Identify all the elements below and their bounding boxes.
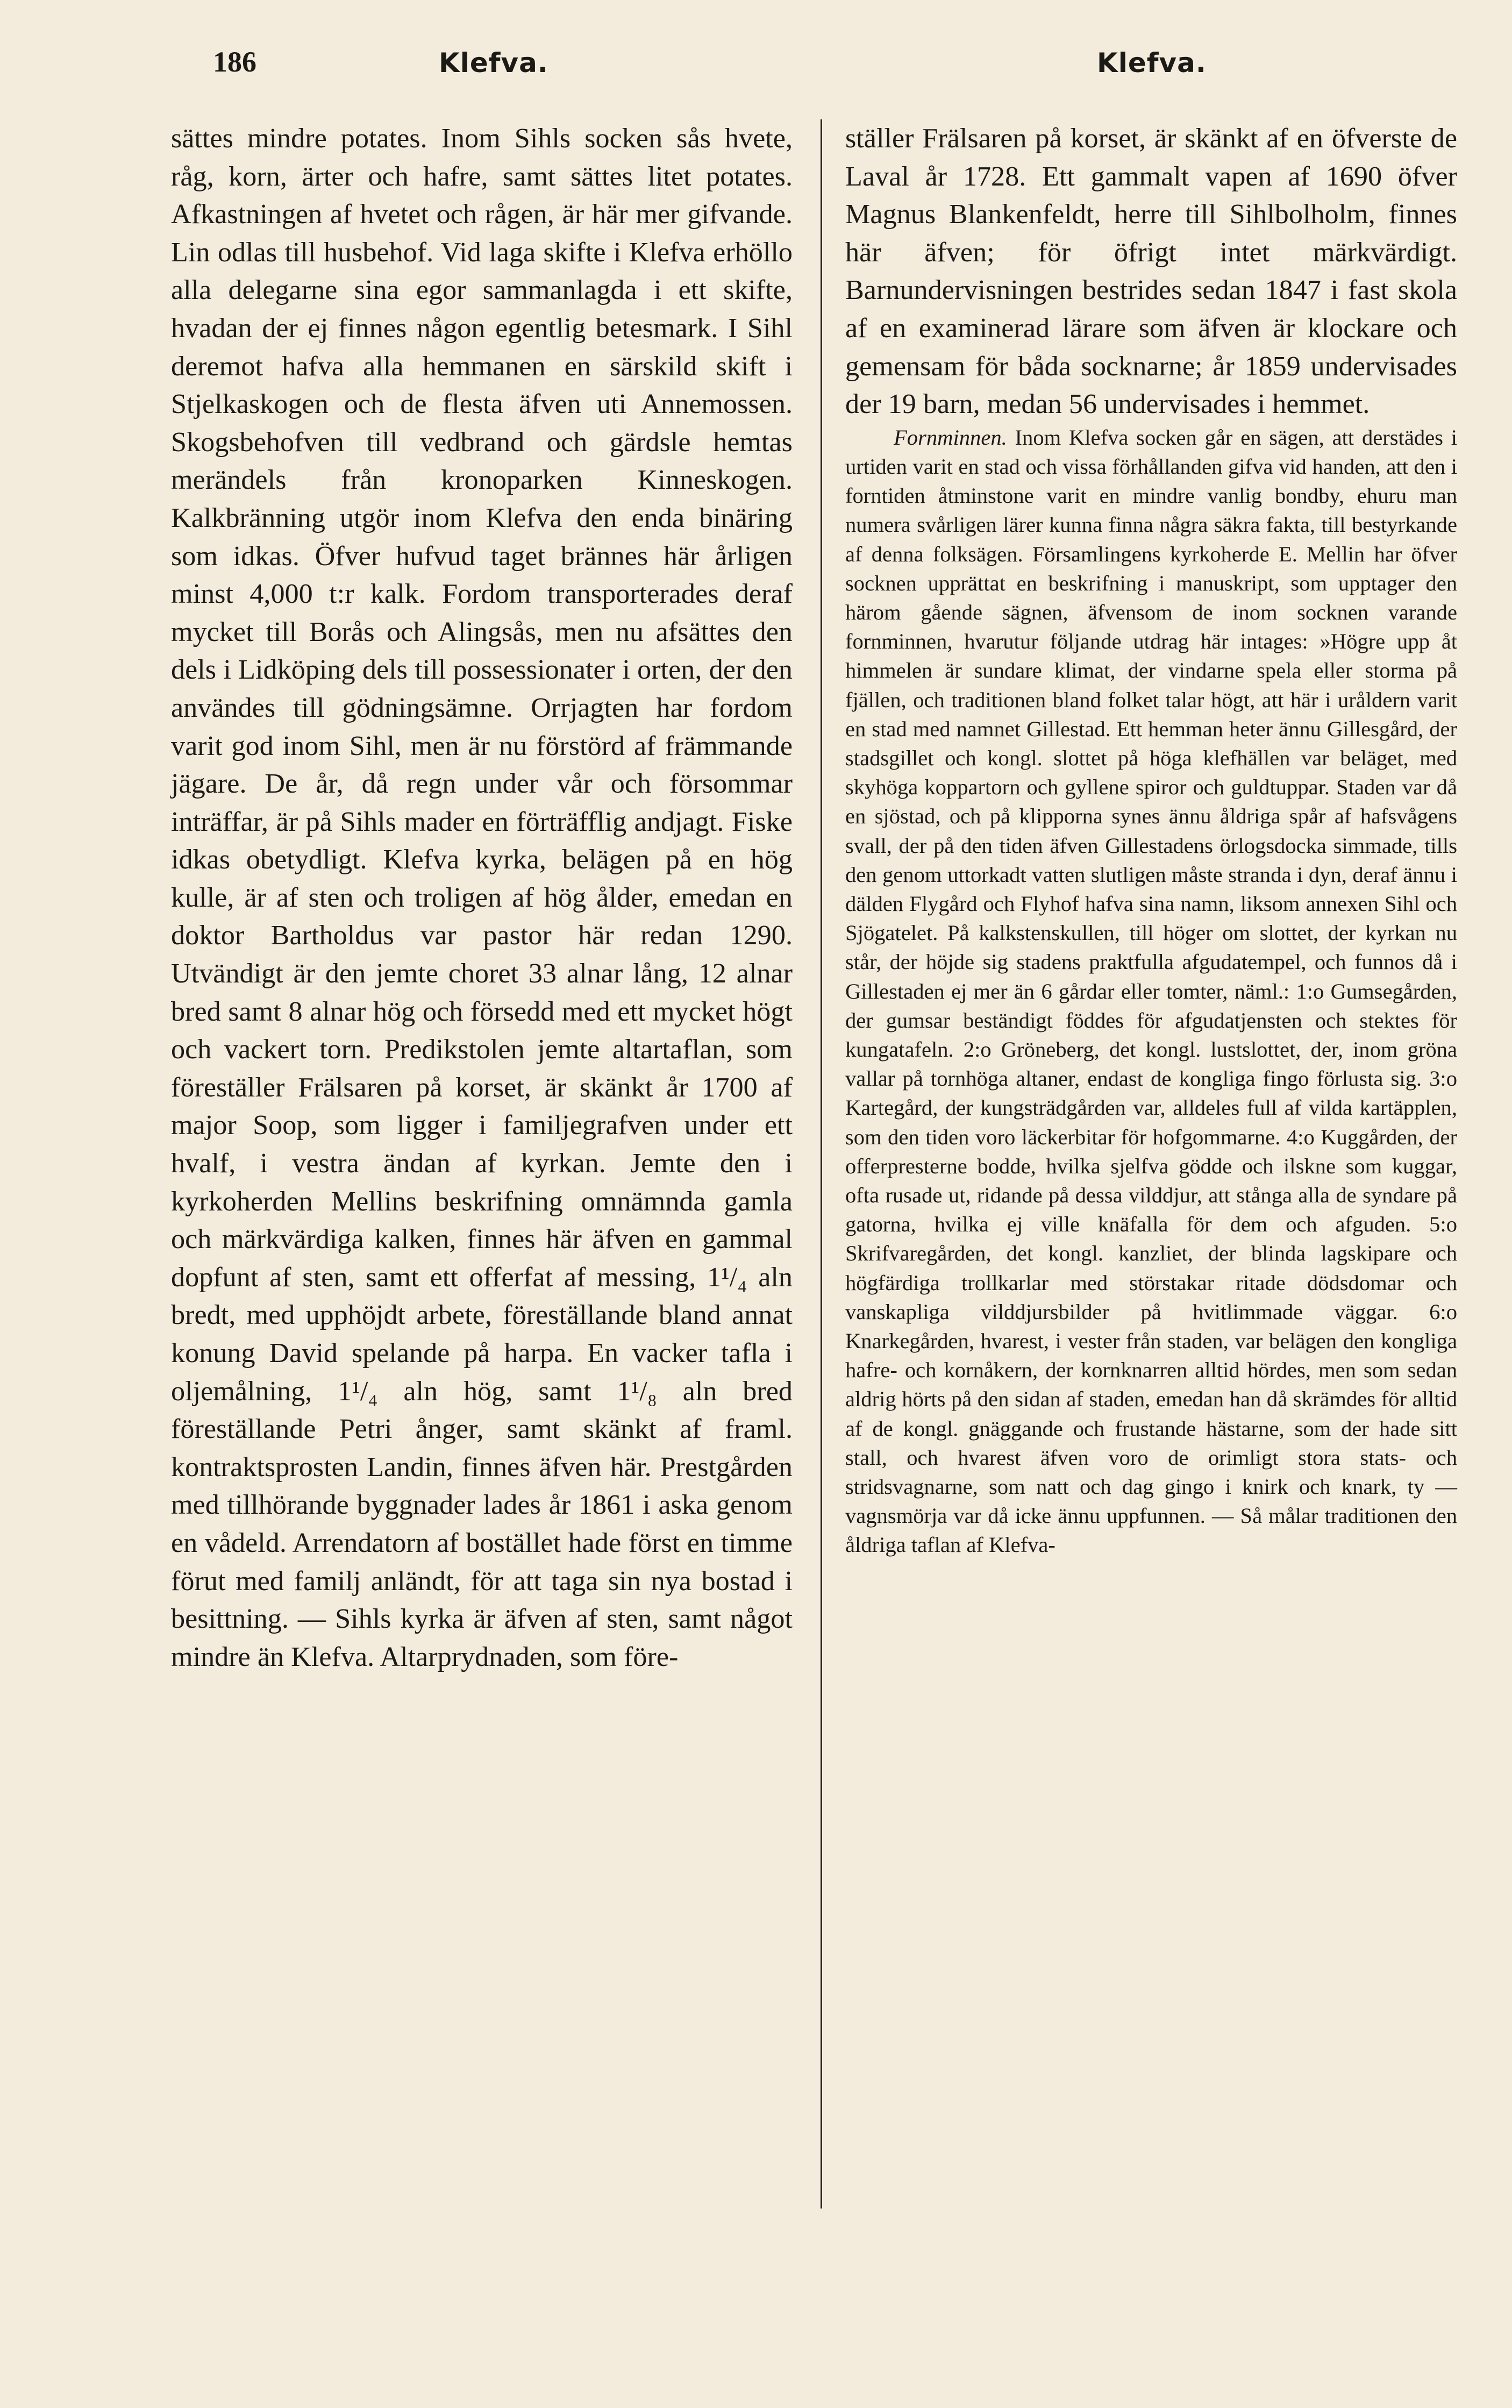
fornminnen-heading: Fornminnen. bbox=[894, 425, 1007, 450]
fornminnen-text: Inom Klefva socken går en sägen, att derstädes i urtiden varit en stad och vissa förhållanden gifva vid handen, att den i forntiden åtminstone varit en mindre vanlig bondby, ehuru man numera svårligen lärer kunna finna några säkra fakta, till bestyrkande af denna folksägen. Församlingens kyrkoherde E. Mellin har öfver socknen upprättat en beskrifning i manuskript, som upptager den härom gående sägnen, äfvensom de inom socknen varande fornminnen, hvarutur följande utdrag här intages: »Högre upp åt himmelen är sundare klimat, der vindarne spela eller storma på fjällen, och traditionen bland folket talar högt, att här i uråldern varit en stad med namnet Gillestad. Ett hemman heter ännu Gillesgård, der stadsgillet och kongl. slottet på höga klefhällen var beläget, med skyhöga koppartorn och gyllene spiror och guldtuppar. Staden var då en sjöstad, och på klipporna synes ännu åldriga spår af hafsvågens svall, der på den tiden äfven Gillestadens örlogsdocka simmade, tills den genom uttorkadt vatten slutligen måste stranda i dyn, deraf ännu i dälden Flygård och Flyhof hafva sina namn, liksom annexen Sihl och Sjögatelet. På kalkstenskullen, till höger om slottet, der kyrkan nu står, der höjde sig stadens praktfulla afgudatempel, och funnos då i Gillestaden ej mer än 6 gårdar eller tomter, näml.: 1:o Gumsegården, der gumsar beständigt föddes för afgudatjensten och stektes för kungatafeln. 2:o Gröneberg, det kongl. lustslottet, der, inom gröna vallar på tornhöga altaner, endast de kongliga fingo förlusta sig. 3:o Kartegård, der kungsträdgården var, alldeles full af vilda kartäpplen, som den tiden voro läckerbitar för hofgommarne. 4:o Kuggården, der offerpresterne bodde, hvilka sjelfva gödde och ilskne som kuggar, ofta rusade ut, ridande på dessa vilddjur, att stånga alla de syndare på gatorna, hvilka ej ville knäfalla för dem och afguden. 5:o Skrifvaregården, det kongl. kanzliet, der blinda lagskipare och högfärdiga trollkarlar med störstakar ritade dödsdomar och vanskapliga vilddjursbilder på hvitlimmade väggar. 6:o Knarkegården, hvarest, i vester från staden, var belägen den kongliga hafre- och kornåkern, der kornknarren alltid hördes, men som sedan aldrig hörts på den sidan af staden, emedan han då skrämdes för alltid af de kongl. gnäggande och frustande hästarne, som der hade sitt stall, och hvarest äfven voro de orimligt stora stats- och stridsvagnarne, som natt och dag gingo i knirk och knark, ty — vagnsmörja var då icke ännu uppfunnen. — Så målar traditionen den åldriga taflan af Klefva- bbox=[845, 425, 1457, 1557]
left-column bbox=[171, 119, 793, 1676]
right-column-body-text: ställer Frälsaren på korset, är skänkt af en öfverste de Laval år 1728. Ett gammalt vapen af 1690 öfver Magnus Blankenfeldt, herre till Sihlbolholm, finnes här äfven; för öfrigt intet märkvärdigt. Barnundervisningen bestrides sedan 1847 i fast skola af en examinerad lärare som äfven är klockare och gemensam för båda socknarne; år 1859 undervisades der 19 barn, medan 56 undervisades i hemmet. bbox=[845, 123, 1457, 420]
page-number: 186 bbox=[213, 46, 256, 78]
running-head-left: Klefva. bbox=[439, 47, 548, 79]
left-column-text: sättes mindre potates. Inom Sihls socken sås hvete, råg, korn, ärter och hafre, samt sättes litet potates. Afkastningen af hvetet och rågen, är här mer gifvande. Lin odlas till husbehof. Vid laga skifte i Klefva erhöllo alla delegarne sina egor sammanlagda i ett skifte, hvadan der ej finnes någon egentlig betesmark. I Sihl deremot hafva alla hemmanen en särskild skift i Stjelkaskogen och de flesta äfven uti Annemossen. Skogsbehofven till vedbrand och gärdsle hemtas merändels från kronoparken Kinneskogen. Kalkbränning utgör inom Klefva den enda binäring som idkas. Öfver hufvud taget brännes här årligen minst 4,000 t:r kalk. Fordom transporterades deraf mycket till Borås och Alingsås, men nu afsättes den dels i Lidköping dels till possessionater i orten, der den användes till gödningsämne. Orrjagten har fordom varit god inom Sihl, men är nu förstörd af främmande jägare. De år, då regn under vår och försommar inträffar, är på Sihls mader en förträfflig andjagt. Fiske idkas obetydligt. Klefva kyrka, belägen på en hög kulle, är af sten och troligen af hög ålder, emedan en doktor Bartholdus var pastor här redan 1290. Utvändigt är den jemte choret 33 alnar lång, 12 alnar bred samt 8 alnar hög och försedd med ett mycket högt och vackert torn. Predikstolen jemte altartaflan, som föreställer Frälsaren på korset, är skänkt år 1700 af major Soop, som ligger i familjegrafven under ett hvalf, i vestra ändan af kyrkan. Jemte den i kyrkoherden Mellins beskrifning omnämnda gamla och märkvärdiga kalken, finnes här äfven en gammal dopfunt af sten, samt ett offerfat af messing, 1¹/₄ aln bredt, med upphöjdt arbete, föreställande bland annat konung David spelande på harpa. En vacker tafla i oljemålning, 1¹/₄ aln hög, samt 1¹/₈ aln bred föreställande Petri ånger, samt skänkt af framl. kontraktsprosten Landin, finnes äfven här. Prestgården med tillhörande byggnader lades år 1861 i aska genom en vådeld. Arrendatorn af bostället hade först en timme förut med familj anländt, för att taga sin nya bostad i besittning. — Sihls kyrka är äfven af sten, samt något mindre än Klefva. Altarprydnaden, som före- bbox=[171, 123, 793, 1672]
fornminnen-paragraph bbox=[845, 423, 1457, 1560]
column-divider bbox=[821, 119, 822, 2208]
right-column bbox=[845, 119, 1457, 1560]
running-head-right: Klefva. bbox=[1097, 47, 1207, 79]
